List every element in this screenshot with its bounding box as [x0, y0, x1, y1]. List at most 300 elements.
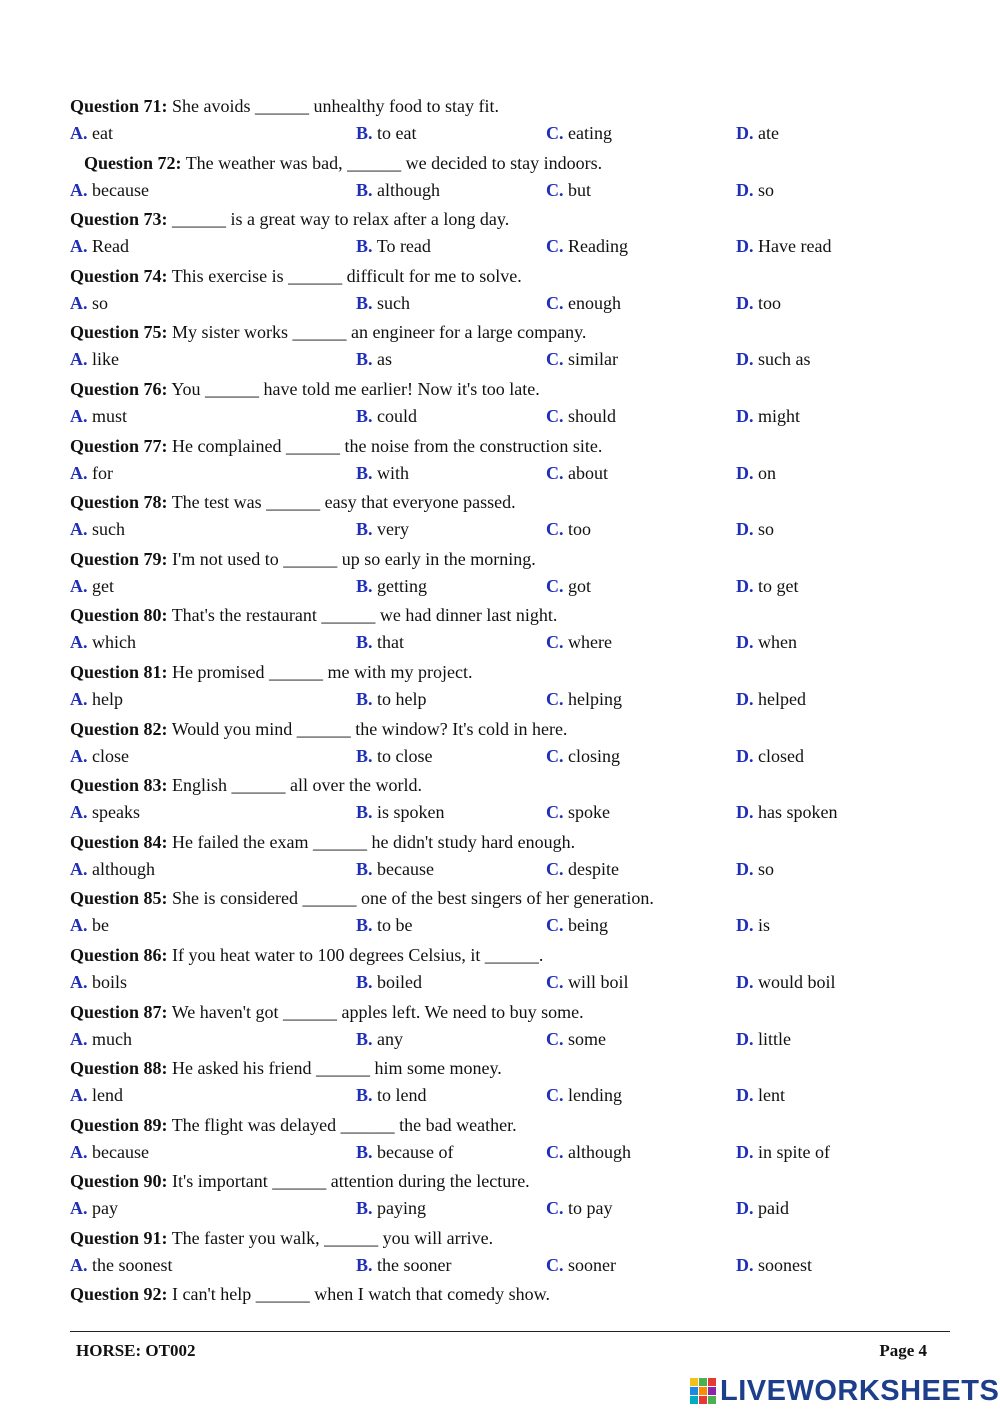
option-text: to help	[377, 688, 427, 709]
answer-options	[70, 517, 950, 541]
question-text: That's the restaurant ______ we had dinner last night.	[167, 605, 558, 626]
answer-options	[70, 1140, 950, 1164]
option-text: very	[377, 519, 409, 540]
question-number: Question 77:	[70, 435, 168, 456]
question-prompt	[70, 1169, 530, 1193]
option-letter: A.	[70, 462, 88, 483]
question-text: If you heat water to 100 degrees Celsius, it ______.	[167, 944, 544, 965]
option-letter: B.	[356, 1141, 373, 1162]
option-letter: C.	[546, 292, 564, 313]
question-item	[70, 1056, 950, 1113]
answer-option-d[interactable]	[736, 630, 797, 654]
question-prompt	[70, 377, 540, 401]
option-text: could	[377, 405, 418, 426]
option-text: although	[377, 179, 441, 200]
question-item	[70, 377, 950, 434]
answer-option-a[interactable]	[70, 1140, 149, 1164]
option-letter: A.	[70, 745, 88, 766]
option-letter: A.	[70, 179, 88, 200]
option-letter: D.	[736, 1085, 754, 1106]
answer-option-d[interactable]	[736, 1140, 830, 1164]
option-letter: C.	[546, 915, 564, 936]
option-text: any	[377, 1028, 404, 1049]
answer-option-b[interactable]	[356, 1253, 452, 1277]
option-letter: B.	[356, 575, 373, 596]
answer-option-c[interactable]	[546, 404, 616, 428]
question-number: Question 91:	[70, 1227, 168, 1248]
answer-option-a[interactable]	[70, 687, 123, 711]
option-text: such as	[758, 349, 811, 370]
option-text: getting	[377, 575, 428, 596]
answer-options	[70, 630, 950, 654]
question-item	[70, 717, 950, 774]
answer-option-d[interactable]	[736, 291, 781, 315]
question-prompt	[70, 886, 654, 910]
option-text: that	[377, 632, 405, 653]
option-letter: A.	[70, 519, 88, 540]
option-letter: C.	[546, 802, 564, 823]
question-prompt	[70, 603, 557, 627]
option-text: enough	[568, 292, 621, 313]
answer-option-b[interactable]	[356, 800, 445, 824]
footer-divider	[70, 1331, 950, 1332]
question-number: Question 87:	[70, 1001, 168, 1022]
question-item	[70, 660, 950, 717]
option-letter: C.	[546, 236, 564, 257]
option-letter: A.	[70, 858, 88, 879]
answer-option-a[interactable]	[70, 404, 127, 428]
question-text: He failed the exam ______ he didn't study hard enough.	[167, 831, 576, 852]
answer-options	[70, 404, 950, 428]
answer-option-c[interactable]	[546, 913, 608, 937]
option-text: To read	[376, 236, 431, 257]
option-letter: A.	[70, 1085, 88, 1106]
option-text: get	[92, 575, 114, 596]
question-list	[70, 94, 950, 1339]
option-letter: C.	[546, 519, 564, 540]
answer-option-b[interactable]	[356, 461, 409, 485]
answer-option-a[interactable]	[70, 461, 113, 485]
option-text: paying	[377, 1198, 427, 1219]
option-text: helping	[568, 688, 622, 709]
option-text: to lend	[377, 1085, 427, 1106]
option-letter: C.	[546, 745, 564, 766]
option-text: which	[92, 632, 136, 653]
option-text: although	[568, 1141, 631, 1162]
answer-option-b[interactable]	[356, 857, 434, 881]
option-letter: B.	[356, 292, 373, 313]
question-prompt	[70, 943, 543, 967]
answer-option-b[interactable]	[356, 121, 417, 145]
answer-option-c[interactable]	[546, 1253, 616, 1277]
answer-option-a[interactable]	[70, 1253, 173, 1277]
option-letter: A.	[70, 1254, 88, 1275]
option-text: is	[758, 915, 771, 936]
answer-options	[70, 687, 950, 711]
answer-options	[70, 1253, 950, 1277]
answer-option-d[interactable]	[736, 800, 838, 824]
question-prompt	[70, 207, 509, 231]
question-prompt	[70, 717, 567, 741]
question-text: English ______ all over the world.	[167, 775, 422, 796]
question-item	[70, 603, 950, 660]
option-letter: B.	[356, 802, 373, 823]
option-letter: B.	[356, 632, 373, 653]
answer-option-d[interactable]	[736, 857, 774, 881]
answer-option-a[interactable]	[70, 347, 119, 371]
option-text: might	[758, 405, 801, 426]
option-letter: D.	[736, 1028, 754, 1049]
answer-option-b[interactable]	[356, 1140, 453, 1164]
option-text: so	[92, 292, 109, 313]
option-letter: D.	[736, 236, 754, 257]
option-text: close	[92, 745, 129, 766]
answer-option-b[interactable]	[356, 630, 404, 654]
option-letter: A.	[70, 575, 88, 596]
option-text: must	[92, 405, 128, 426]
answer-options	[70, 800, 950, 824]
option-letter: D.	[736, 123, 754, 143]
answer-option-a[interactable]	[70, 121, 113, 145]
option-text: help	[92, 688, 123, 709]
answer-option-b[interactable]	[356, 291, 410, 315]
answer-option-a[interactable]	[70, 517, 125, 541]
question-item	[70, 943, 950, 1000]
answer-option-d[interactable]	[736, 121, 779, 145]
question-number: Question 71:	[70, 96, 168, 116]
answer-option-d[interactable]	[736, 347, 811, 371]
option-text: too	[568, 519, 592, 540]
question-prompt	[84, 151, 602, 175]
answer-option-c[interactable]	[546, 857, 619, 881]
question-number: Question 80:	[70, 605, 168, 626]
question-item	[70, 94, 950, 151]
option-letter: D.	[736, 802, 754, 823]
option-text: some	[568, 1028, 606, 1049]
answer-option-d[interactable]	[736, 404, 800, 428]
option-letter: C.	[546, 1254, 564, 1275]
answer-option-d[interactable]	[736, 461, 776, 485]
option-text: such	[92, 519, 125, 540]
option-text: eat	[92, 123, 113, 143]
option-letter: C.	[546, 858, 564, 879]
option-letter: D.	[736, 462, 754, 483]
option-text: would boil	[758, 971, 836, 992]
answer-option-c[interactable]	[546, 178, 591, 202]
option-letter: A.	[70, 236, 88, 257]
option-letter: B.	[356, 179, 373, 200]
option-text: eating	[568, 123, 612, 143]
answer-option-d[interactable]	[736, 687, 806, 711]
question-item	[70, 830, 950, 887]
question-text: He promised ______ me with my project.	[167, 661, 473, 682]
question-prompt	[70, 830, 575, 854]
answer-option-a[interactable]	[70, 630, 136, 654]
answer-options	[70, 178, 950, 202]
option-text: Have read	[758, 236, 832, 257]
option-text: much	[92, 1028, 132, 1049]
option-letter: B.	[356, 915, 373, 936]
answer-option-a[interactable]	[70, 1196, 118, 1220]
option-letter: C.	[546, 462, 564, 483]
answer-option-d[interactable]	[736, 517, 774, 541]
question-prompt	[70, 773, 422, 797]
option-letter: C.	[546, 688, 564, 709]
option-text: boils	[92, 971, 128, 992]
answer-options	[70, 744, 950, 768]
answer-option-a[interactable]	[70, 1027, 132, 1051]
option-letter: B.	[356, 462, 373, 483]
answer-option-a[interactable]	[70, 234, 129, 258]
option-letter: D.	[736, 292, 754, 313]
answer-option-c[interactable]	[546, 800, 610, 824]
question-prompt	[70, 264, 522, 288]
question-number: Question 83:	[70, 775, 168, 796]
question-text: The faster you walk, ______ you will arrive.	[167, 1227, 494, 1248]
option-letter: B.	[356, 745, 373, 766]
option-text: speaks	[92, 802, 140, 823]
answer-options	[70, 461, 950, 485]
option-letter: D.	[736, 688, 754, 709]
answer-option-b[interactable]	[356, 1083, 427, 1107]
answer-option-c[interactable]	[546, 687, 622, 711]
option-text: pay	[92, 1198, 118, 1219]
option-text: to eat	[377, 123, 417, 143]
page-number: Page 4	[879, 1341, 927, 1360]
option-text: has spoken	[758, 802, 838, 823]
answer-option-b[interactable]	[356, 744, 433, 768]
question-text: We haven't got ______ apples left. We need to buy some.	[167, 1001, 584, 1022]
answer-option-d[interactable]	[736, 1083, 785, 1107]
option-letter: B.	[356, 349, 373, 370]
question-number: Question 75:	[70, 322, 168, 343]
question-item	[70, 264, 950, 321]
logo-text: LIVEWORKSHEETS	[720, 1375, 1000, 1407]
option-letter: D.	[736, 1254, 754, 1275]
option-letter: C.	[546, 971, 564, 992]
answer-option-c[interactable]	[546, 517, 591, 541]
question-number: Question 89:	[70, 1114, 168, 1135]
option-letter: C.	[546, 632, 564, 653]
answer-option-c[interactable]	[546, 121, 612, 145]
question-item	[70, 434, 950, 491]
option-letter: B.	[356, 971, 373, 992]
answer-option-d[interactable]	[736, 1196, 789, 1220]
answer-option-c[interactable]	[546, 1027, 606, 1051]
question-prompt	[70, 547, 536, 571]
answer-option-b[interactable]	[356, 1027, 403, 1051]
footer-code: HORSE: OT002	[76, 1341, 196, 1360]
answer-options	[70, 347, 950, 371]
question-text: It's important ______ attention during the lecture.	[167, 1171, 530, 1192]
answer-options	[70, 1196, 950, 1220]
option-letter: A.	[70, 292, 88, 313]
option-text: so	[758, 519, 775, 540]
answer-option-d[interactable]	[736, 970, 836, 994]
question-text: She is considered ______ one of the best singers of her generation.	[167, 888, 654, 909]
answer-option-b[interactable]	[356, 234, 431, 258]
question-number: Question 78:	[70, 492, 168, 513]
question-number: Question 84:	[70, 831, 168, 852]
question-text: The flight was delayed ______ the bad weather.	[167, 1114, 517, 1135]
answer-option-d[interactable]	[736, 913, 770, 937]
question-item	[70, 547, 950, 604]
question-text: She avoids ______ unhealthy food to stay fit.	[167, 96, 499, 116]
answer-option-a[interactable]	[70, 970, 127, 994]
option-text: too	[758, 292, 782, 313]
answer-option-a[interactable]	[70, 913, 109, 937]
option-letter: D.	[736, 575, 754, 596]
question-text: This exercise is ______ difficult for me to solve.	[167, 265, 522, 286]
question-prompt	[70, 1000, 584, 1024]
option-text: ate	[758, 123, 779, 143]
answer-option-a[interactable]	[70, 574, 114, 598]
option-text: paid	[758, 1198, 789, 1219]
answer-option-a[interactable]	[70, 744, 129, 768]
answer-option-c[interactable]	[546, 744, 620, 768]
answer-option-b[interactable]	[356, 970, 422, 994]
answer-option-b[interactable]	[356, 574, 427, 598]
answer-option-b[interactable]	[356, 178, 440, 202]
answer-option-a[interactable]	[70, 857, 155, 881]
option-text: so	[758, 858, 775, 879]
question-number: Question 74:	[70, 265, 168, 286]
answer-option-c[interactable]	[546, 970, 629, 994]
option-text: for	[92, 462, 113, 483]
option-text: but	[568, 179, 592, 200]
option-letter: D.	[736, 1141, 754, 1162]
answer-option-a[interactable]	[70, 291, 108, 315]
answer-option-c[interactable]	[546, 574, 591, 598]
question-prompt	[70, 1226, 493, 1250]
answer-option-d[interactable]	[736, 178, 774, 202]
option-letter: B.	[356, 123, 373, 143]
option-text: got	[568, 575, 592, 596]
answer-option-a[interactable]	[70, 1083, 123, 1107]
option-text: lent	[758, 1085, 785, 1106]
question-prompt	[70, 660, 472, 684]
answer-option-c[interactable]	[546, 1196, 613, 1220]
option-text: because	[92, 179, 149, 200]
answer-option-d[interactable]	[736, 744, 804, 768]
question-item	[70, 320, 950, 377]
option-text: little	[758, 1028, 791, 1049]
option-text: similar	[568, 349, 618, 370]
option-text: the sooner	[377, 1254, 452, 1275]
option-text: Reading	[568, 236, 628, 257]
option-text: is spoken	[377, 802, 445, 823]
option-letter: A.	[70, 688, 88, 709]
option-text: lend	[92, 1085, 123, 1106]
question-text: You ______ have told me earlier! Now it's too late.	[167, 378, 540, 399]
answer-option-c[interactable]	[546, 461, 608, 485]
option-text: about	[568, 462, 608, 483]
answer-option-d[interactable]	[736, 1253, 812, 1277]
question-text: Would you mind ______ the window? It's cold in here.	[167, 718, 568, 739]
question-item	[70, 1000, 950, 1057]
question-number: Question 81:	[70, 661, 168, 682]
option-text: lending	[568, 1085, 622, 1106]
option-text: with	[377, 462, 410, 483]
question-number: Question 86:	[70, 944, 168, 965]
option-text: closed	[758, 745, 804, 766]
option-letter: A.	[70, 802, 88, 823]
question-number: Question 88:	[70, 1058, 168, 1079]
option-text: should	[568, 405, 617, 426]
option-text: spoke	[568, 802, 610, 823]
answer-option-b[interactable]	[356, 517, 409, 541]
liveworksheets-logo[interactable]	[690, 1374, 999, 1408]
option-text: so	[758, 179, 775, 200]
question-text: My sister works ______ an engineer for a large company.	[167, 322, 587, 343]
answer-option-d[interactable]	[736, 1027, 791, 1051]
answer-option-b[interactable]	[356, 913, 413, 937]
answer-option-c[interactable]	[546, 347, 618, 371]
question-number: Question 79:	[70, 548, 168, 569]
answer-option-a[interactable]	[70, 178, 149, 202]
question-number: Question 92:	[70, 1284, 168, 1305]
answer-option-c[interactable]	[546, 291, 621, 315]
question-number: Question 85:	[70, 888, 168, 909]
option-text: because	[92, 1141, 149, 1162]
question-number: Question 76:	[70, 378, 168, 399]
answer-options	[70, 121, 950, 145]
answer-option-d[interactable]	[736, 234, 831, 258]
option-letter: C.	[546, 405, 564, 426]
option-text: being	[568, 915, 608, 936]
option-letter: B.	[356, 236, 373, 257]
answer-option-b[interactable]	[356, 687, 427, 711]
answer-option-b[interactable]	[356, 1196, 426, 1220]
answer-option-c[interactable]	[546, 234, 628, 258]
option-letter: B.	[356, 1028, 373, 1049]
answer-option-a[interactable]	[70, 800, 140, 824]
question-item	[70, 490, 950, 547]
option-text: to get	[758, 575, 799, 596]
option-text: closing	[568, 745, 620, 766]
answer-options	[70, 291, 950, 315]
option-text: despite	[568, 858, 619, 879]
option-letter: A.	[70, 632, 88, 653]
answer-option-b[interactable]	[356, 347, 392, 371]
option-letter: A.	[70, 971, 88, 992]
option-letter: C.	[546, 1141, 564, 1162]
question-number: Question 72:	[84, 152, 182, 173]
question-text: I can't help ______ when I watch that comedy show.	[167, 1284, 550, 1305]
question-item	[70, 1169, 950, 1226]
option-letter: A.	[70, 405, 88, 426]
option-letter: D.	[736, 179, 754, 200]
liveworksheets-logo-icon	[690, 1378, 716, 1404]
question-text: He asked his friend ______ him some money.	[167, 1058, 502, 1079]
question-item	[70, 1113, 950, 1170]
answer-options	[70, 857, 950, 881]
answer-options	[70, 234, 950, 258]
option-letter: B.	[356, 519, 373, 540]
answer-option-c[interactable]	[546, 1140, 631, 1164]
question-item	[70, 886, 950, 943]
option-letter: C.	[546, 575, 564, 596]
answer-option-c[interactable]	[546, 1083, 622, 1107]
answer-option-d[interactable]	[736, 574, 799, 598]
option-letter: C.	[546, 1198, 564, 1219]
option-letter: A.	[70, 123, 88, 143]
question-prompt	[70, 434, 602, 458]
answer-option-c[interactable]	[546, 630, 612, 654]
question-text: The test was ______ easy that everyone passed.	[167, 492, 516, 513]
answer-option-b[interactable]	[356, 404, 417, 428]
question-text: ______ is a great way to relax after a long day.	[167, 209, 510, 230]
